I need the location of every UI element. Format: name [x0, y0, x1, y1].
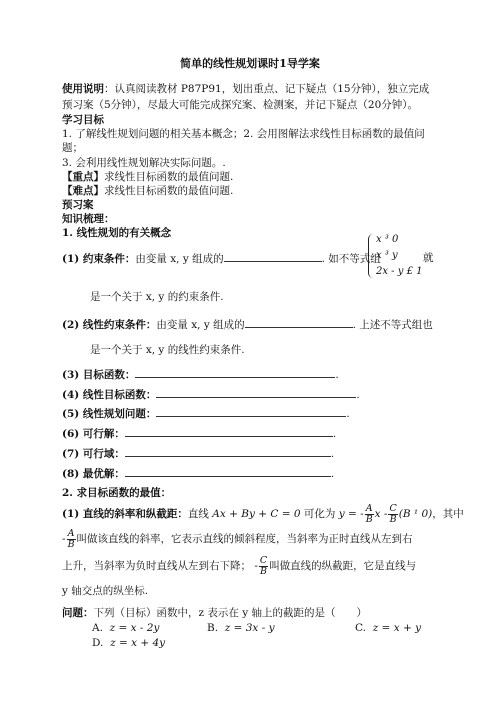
definition-label: (8) 最优解： [62, 468, 125, 480]
slope-mid: x - [374, 508, 388, 520]
system-line-1: x ³ 0 [376, 234, 399, 245]
goals-heading: 学习目标 [62, 114, 104, 126]
definition-item [62, 426, 336, 441]
option-b[interactable] [207, 621, 275, 635]
difficult-point-tag: 【难点】 [62, 185, 104, 197]
option-expr: z = x + 4y [110, 637, 166, 649]
definition-end: . [330, 448, 335, 460]
linear-constraint-cont: 是一个关于 x, y 的线性约束条件. [90, 344, 245, 356]
option-expr: z = 3x - y [224, 622, 275, 634]
usage-line-1 [62, 82, 429, 96]
slope-condition: (B ¹ 0) [398, 508, 433, 520]
system-word: 就 [423, 252, 434, 264]
difficult-point-text: 求线性目标函数的最值问题. [104, 185, 234, 197]
definition-end: . [356, 389, 360, 401]
option-key: A. [92, 622, 103, 634]
option-c[interactable] [355, 621, 421, 635]
fraction-c-over-b: $\frac{C}{B}$ [259, 554, 268, 577]
definition-end: . [335, 369, 339, 381]
system-line-3: 2x - y £ 1 [376, 266, 423, 277]
linear-constraint-label: (2) 线性约束条件： [62, 319, 157, 331]
key-point-tag: 【重点】 [62, 171, 104, 183]
option-key: C. [355, 622, 366, 634]
slope-minus: - [62, 533, 66, 545]
key-point [62, 170, 233, 184]
constraint-label: (1) 约束条件： [62, 253, 136, 265]
section2-heading: 2. 求目标函数的最值： [62, 487, 172, 499]
slope-line-3-text: 上升，当斜率为负时直线从左到右下降； [62, 560, 251, 572]
usage-text-2: 预习案（5分钟），尽最大可能完成探究案、检测案，并记下疑点（20分钟）。 [62, 99, 419, 111]
definition-end: . [330, 468, 335, 480]
slope-equation: Ax + By + C = 0 [212, 508, 301, 520]
slope-text-a: 直线 [187, 508, 209, 520]
question-text: 下列（目标）函数中，z 表示在 y 轴上的截距的是（ ） [93, 607, 367, 619]
system-line-2: x ³ y [376, 250, 398, 261]
slope-line-4: y 轴交点的纵坐标. [62, 585, 149, 597]
constraint-cont: 是一个关于 x, y 的约束条件. [90, 291, 224, 303]
definition-label: (7) 可行域： [62, 448, 125, 460]
slope-line-3 [62, 555, 416, 577]
section1-heading: 1. 线性规划的有关概念 [62, 227, 172, 239]
constraint-blank[interactable] [224, 251, 322, 262]
definition-label: (3) 目标函数： [62, 369, 136, 381]
linear-constraint-line [62, 317, 433, 332]
definition-blank[interactable] [156, 406, 346, 417]
usage-text-1: ：认真阅读教材 P87P91，划出重点、记下疑点（15分钟），独立完成 [104, 83, 430, 95]
option-a[interactable] [92, 621, 159, 635]
definition-end: . [346, 408, 350, 420]
system-brace [368, 234, 376, 278]
goal-item-1: 1. 了解线性规划问题的相关基本概念；2. 会用图解法求线性目标函数的最值问 [62, 128, 425, 140]
definition-end: . [332, 428, 337, 440]
definition-item [62, 446, 334, 461]
fraction-a-over-b: $\frac{A}{B}$ [365, 502, 373, 525]
definition-label: (5) 线性规划问题： [62, 408, 157, 420]
preview-heading: 预习案 [62, 199, 94, 211]
usage-label: 使用说明 [62, 83, 104, 95]
definition-item [62, 406, 350, 421]
definition-blank[interactable] [156, 387, 356, 398]
page-title: 简单的线性规划课时1导学案 [180, 57, 320, 70]
definition-label: (6) 可行解： [62, 428, 125, 440]
question-label: 问题： [62, 607, 94, 619]
linear-constraint-text: 由变量 x, y 组成的 [156, 319, 245, 331]
difficult-point [62, 184, 233, 198]
definition-label: (4) 线性目标函数： [62, 389, 157, 401]
definition-item [62, 466, 334, 481]
slope-text-b: 可化为 [303, 508, 336, 520]
fraction-a-over-b: $\frac{A}{B}$ [67, 527, 75, 550]
slope-line-2-text: 叫做该直线的斜率，它表示直线的倾斜程度，当斜率为正时直线从左到右 [76, 533, 413, 545]
constraint-after: . 如不等式组 [321, 253, 381, 265]
slope-line-3-text-2: 叫做直线的纵截距，它是直线与 [269, 560, 417, 572]
question-line [62, 606, 367, 620]
constraint-line [62, 251, 381, 266]
slope-end: ，其中 [432, 508, 464, 520]
definition-item [62, 367, 339, 382]
definition-item [62, 387, 360, 402]
option-expr: z = x + y [372, 622, 422, 634]
definition-blank[interactable] [135, 367, 335, 378]
linear-constraint-blank[interactable] [245, 317, 353, 328]
option-key: D. [92, 637, 104, 649]
slope-y: y = - [338, 508, 364, 520]
goal-item-2: 3. 会利用线性规划解决实际问题。. [62, 157, 226, 169]
option-expr: z = x - 2y [109, 622, 160, 634]
slope-line-2 [62, 528, 413, 550]
definition-blank[interactable] [125, 426, 333, 437]
constraint-text: 由变量 x, y 组成的 [135, 253, 224, 265]
slope-label: (1) 直线的斜率和纵截距： [62, 508, 188, 520]
knowledge-heading: 知识梳理： [62, 213, 115, 225]
definition-blank[interactable] [125, 466, 331, 477]
fraction-c-over-b: $\frac{C}{B}$ [389, 502, 397, 525]
slope-line-1 [62, 503, 464, 525]
option-d[interactable] [92, 636, 165, 650]
goal-item-1-cont: 题； [62, 142, 83, 154]
slope-minus: - [254, 560, 258, 572]
option-key: B. [207, 622, 219, 634]
key-point-text: 求线性目标函数的最值问题. [104, 171, 234, 183]
linear-constraint-after: . 上述不等式组也 [352, 319, 433, 331]
definition-blank[interactable] [125, 446, 331, 457]
